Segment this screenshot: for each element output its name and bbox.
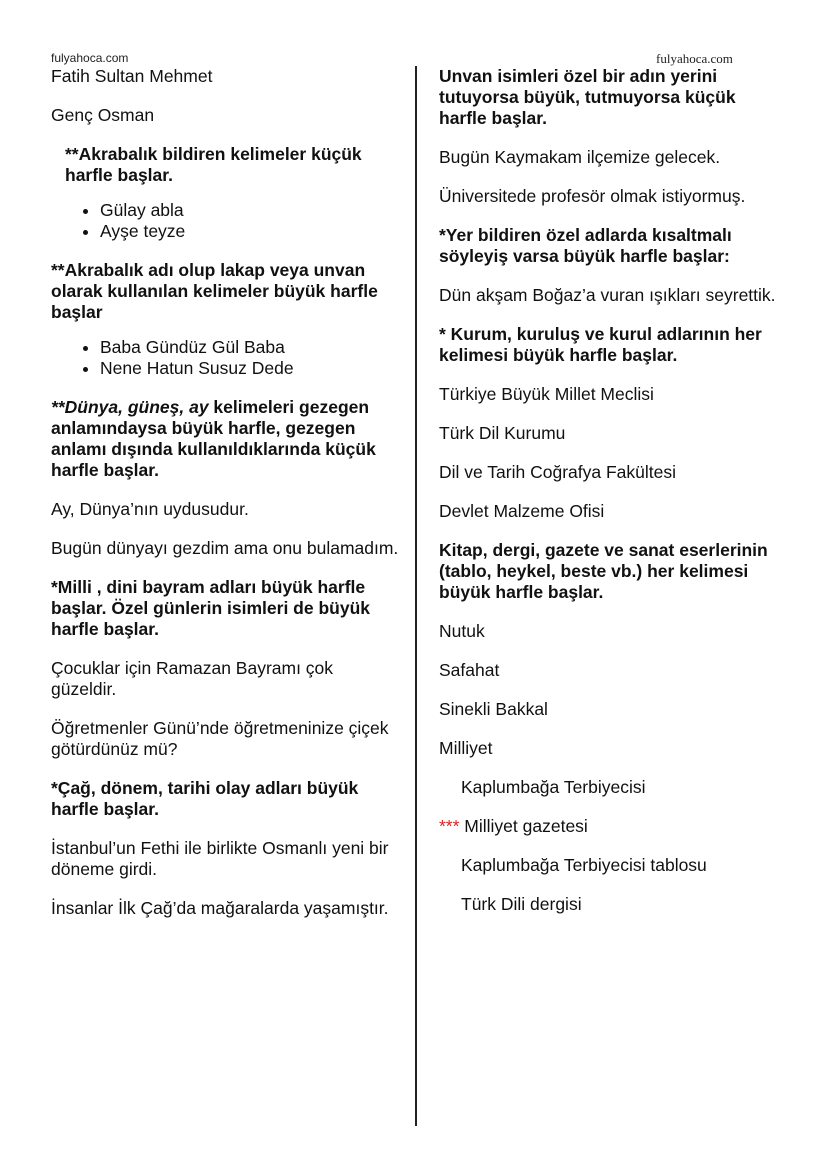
list-item: • Nene Hatun Susuz Dede bbox=[100, 358, 401, 379]
column-divider bbox=[415, 66, 417, 1126]
list-item: • Baba Gündüz Gül Baba bbox=[100, 337, 401, 358]
rule-heading bbox=[51, 397, 401, 481]
site-watermark-left: fulyahoca.com bbox=[51, 51, 129, 65]
left-column bbox=[51, 66, 401, 937]
rule-heading: * Kurum, kuruluş ve kurul adlarının her kelimesi büyük harfle başlar. bbox=[439, 324, 762, 365]
example-text: Öğretmenler Günü’nde öğretmeninize çiçek götürdünüz mü? bbox=[51, 718, 389, 759]
list-item: • Gülay abla bbox=[100, 200, 401, 221]
example-text: Üniversitede profesör olmak istiyormuş. bbox=[439, 186, 746, 206]
example-text: Sinekli Bakkal bbox=[439, 699, 548, 719]
example-text: Kaplumbağa Terbiyecisi bbox=[461, 777, 646, 797]
example-text-rest: Milliyet gazetesi bbox=[459, 816, 588, 836]
rule-heading: *Yer bildiren özel adlarda kısaltmalı söyleyiş varsa büyük harfle başlar: bbox=[439, 225, 732, 266]
bullet-list bbox=[51, 337, 401, 379]
rule-heading: Unvan isimleri özel bir adın yerini tutuyorsa büyük, tutmuyorsa küçük harfle başlar. bbox=[439, 66, 736, 128]
example-text: Türk Dil Kurumu bbox=[439, 423, 566, 443]
example-text: Bugün Kaymakam ilçemize gelecek. bbox=[439, 147, 721, 167]
list-item: • Ayşe teyze bbox=[100, 221, 401, 242]
example-text: Kaplumbağa Terbiyecisi tablosu bbox=[461, 855, 707, 875]
site-watermark-right: fulyahoca.com bbox=[656, 51, 733, 66]
rule-heading: *Çağ, dönem, tarihi olay adları büyük harfle başlar. bbox=[51, 778, 359, 819]
example-text: Türk Dili dergisi bbox=[461, 894, 582, 914]
example-text: Genç Osman bbox=[51, 105, 155, 125]
rule-heading: **Akrabalık bildiren kelimeler küçük harfle başlar. bbox=[65, 144, 362, 185]
example-text bbox=[439, 816, 784, 837]
example-text: Devlet Malzeme Ofisi bbox=[439, 501, 605, 521]
rule-heading-italic: **Dünya, güneş, ay bbox=[51, 397, 209, 417]
example-text: Türkiye Büyük Millet Meclisi bbox=[439, 384, 654, 404]
red-stars-marker: *** bbox=[439, 816, 460, 836]
example-text: Bugün dünyayı gezdim ama onu bulamadım. bbox=[51, 538, 399, 558]
example-text: Dün akşam Boğaz’a vuran ışıkları seyrettik. bbox=[439, 285, 776, 305]
example-text: Fatih Sultan Mehmet bbox=[51, 66, 213, 86]
example-text: Çocuklar için Ramazan Bayramı çok güzeldir. bbox=[51, 658, 334, 699]
example-text: Milliyet bbox=[439, 738, 493, 758]
rule-heading: Kitap, dergi, gazete ve sanat eserlerinin (tablo, heykel, beste vb.) her kelimesi büyük harfle başlar. bbox=[439, 540, 768, 602]
example-text: Dil ve Tarih Coğrafya Fakültesi bbox=[439, 462, 676, 482]
rule-heading: **Akrabalık adı olup lakap veya unvan olarak kullanılan kelimeler büyük harfle başlar bbox=[51, 260, 378, 322]
rule-heading: *Milli , dini bayram adları büyük harfle başlar. Özel günlerin isimleri de büyük harfle başlar. bbox=[51, 577, 370, 639]
rule-heading-rest: kelimeleri gezegen anlamındaysa büyük harfle, gezegen anlamı dışında kullanıldıklarında küçük harfle başlar. bbox=[51, 397, 376, 480]
bullet-list bbox=[51, 200, 401, 242]
example-text: Nutuk bbox=[439, 621, 485, 641]
example-text: İstanbul’un Fethi ile birlikte Osmanlı yeni bir döneme girdi. bbox=[51, 838, 389, 879]
right-column bbox=[439, 66, 784, 933]
example-text: Safahat bbox=[439, 660, 500, 680]
example-text: İnsanlar İlk Çağ’da mağaralarda yaşamıştır. bbox=[51, 898, 389, 918]
example-text: Ay, Dünya’nın uydusudur. bbox=[51, 499, 249, 519]
